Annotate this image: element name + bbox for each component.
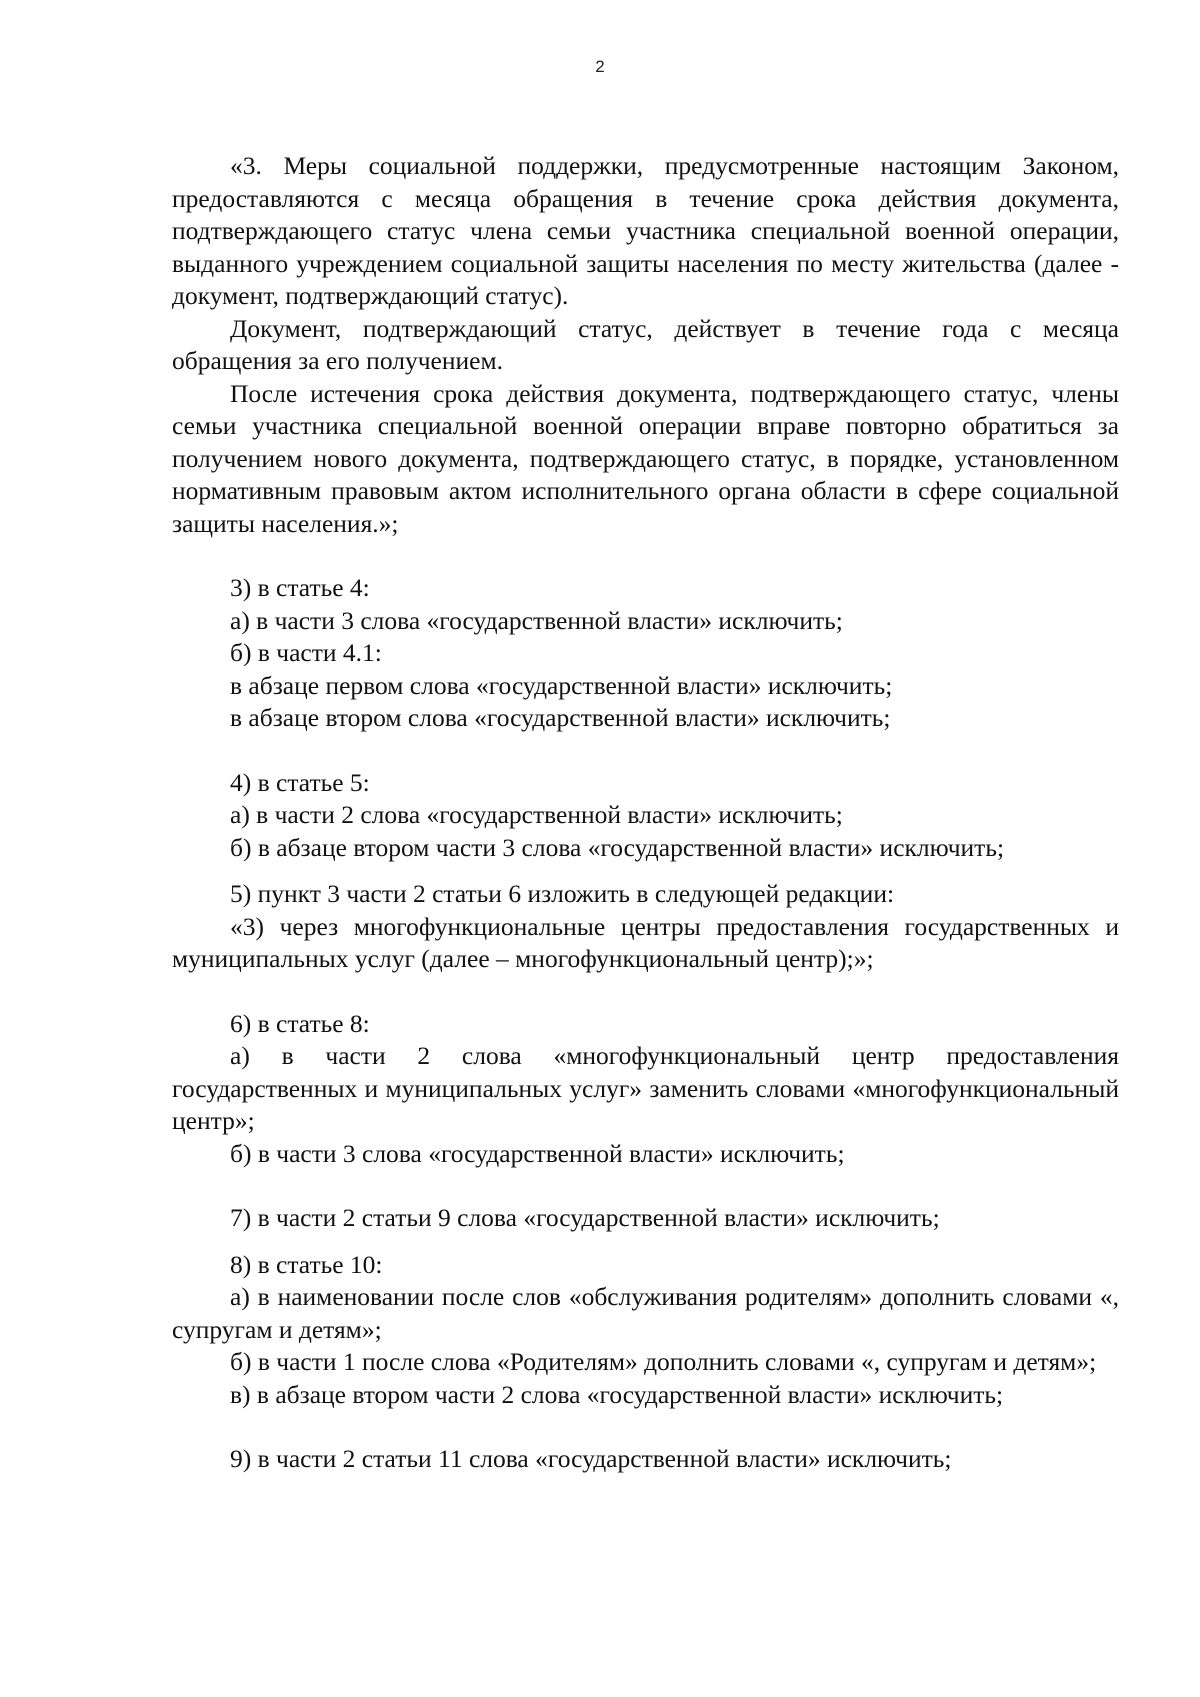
paragraph-item-4a: а) в части 2 слова «государственной власти» исключить; [230,800,843,829]
paragraph-item-3b-2: в абзаце втором слова «государственной власти» исключить; [230,703,891,732]
paragraph-document-validity: Документ, подтверждающий статус, действует в течение года с месяца обращения за его получением. [172,313,1119,375]
paragraph-item-5: 5) пункт 3 части 2 статьи 6 изложить в следующей редакции: [230,879,895,908]
paragraph-clause-3: «3. Меры социальной поддержки, предусмотренные настоящим Законом, предоставляются с месяца обращения в течение срока действия документа, подтверждающего статус члена семьи участника специальной военной операции, выданного учреждением социальной защиты населения по месту жительства (далее - документ, подтверждающий статус). [172,151,1119,310]
paragraph-item-8b: б) в части 1 после слова «Родителям» дополнить словами «, супругам и детям»; [230,1347,1097,1376]
paragraph-item-6: 6) в статье 8: [230,1008,370,1038]
paragraph-item-8: 8) в статье 10: [230,1249,383,1279]
paragraph-item-8c: в) в абзаце втором части 2 слова «государственной власти» исключить; [230,1379,1004,1409]
paragraph-item-5-text: «3) через многофункциональные центры предоставления государственных и муниципальных услуг (далее – многофункциональный центр);»; [172,911,1119,973]
paragraph-renewal: После истечения срока действия документа, подтверждающего статус, члены семьи участника специальной военной операции вправе повторно обратиться за получением нового документа, подтверждающего статус, в порядке, установленном нормативным правовым актом исполнительного органа области в сфере социальной защиты населения.»; [172,378,1119,538]
paragraph-item-7: 7) в части 2 статьи 9 слова «государственной власти» исключить; [230,1203,940,1232]
paragraph-item-8a: а) в наименовании после слов «обслуживания родителям» дополнить словами «, супругам и детям»; [172,1282,1119,1344]
paragraph-item-3: 3) в статье 4: [230,573,370,602]
paragraph-item-6a: а) в части 2 слова «многофункциональный центр предоставления государственных и муниципальных услуг» заменить словами «многофункциональный центр»; [172,1041,1119,1135]
paragraph-item-4: 4) в статье 5: [230,767,370,797]
paragraph-item-3a: а) в части 3 слова «государственной власти» исключить; [230,605,843,635]
paragraph-item-6b: б) в части 3 слова «государственной власти» исключить; [230,1138,845,1168]
paragraph-item-4b: б) в абзаце втором части 3 слова «государственной власти» исключить; [230,832,1005,862]
page-number: 2 [595,57,605,76]
paragraph-item-3b: б) в части 4.1: [230,638,382,667]
paragraph-item-9: 9) в части 2 статьи 11 слова «государственной власти» исключить; [230,1444,952,1473]
document-body [172,150,1119,1476]
paragraph-item-3b-1: в абзаце первом слова «государственной власти» исключить; [230,670,893,700]
